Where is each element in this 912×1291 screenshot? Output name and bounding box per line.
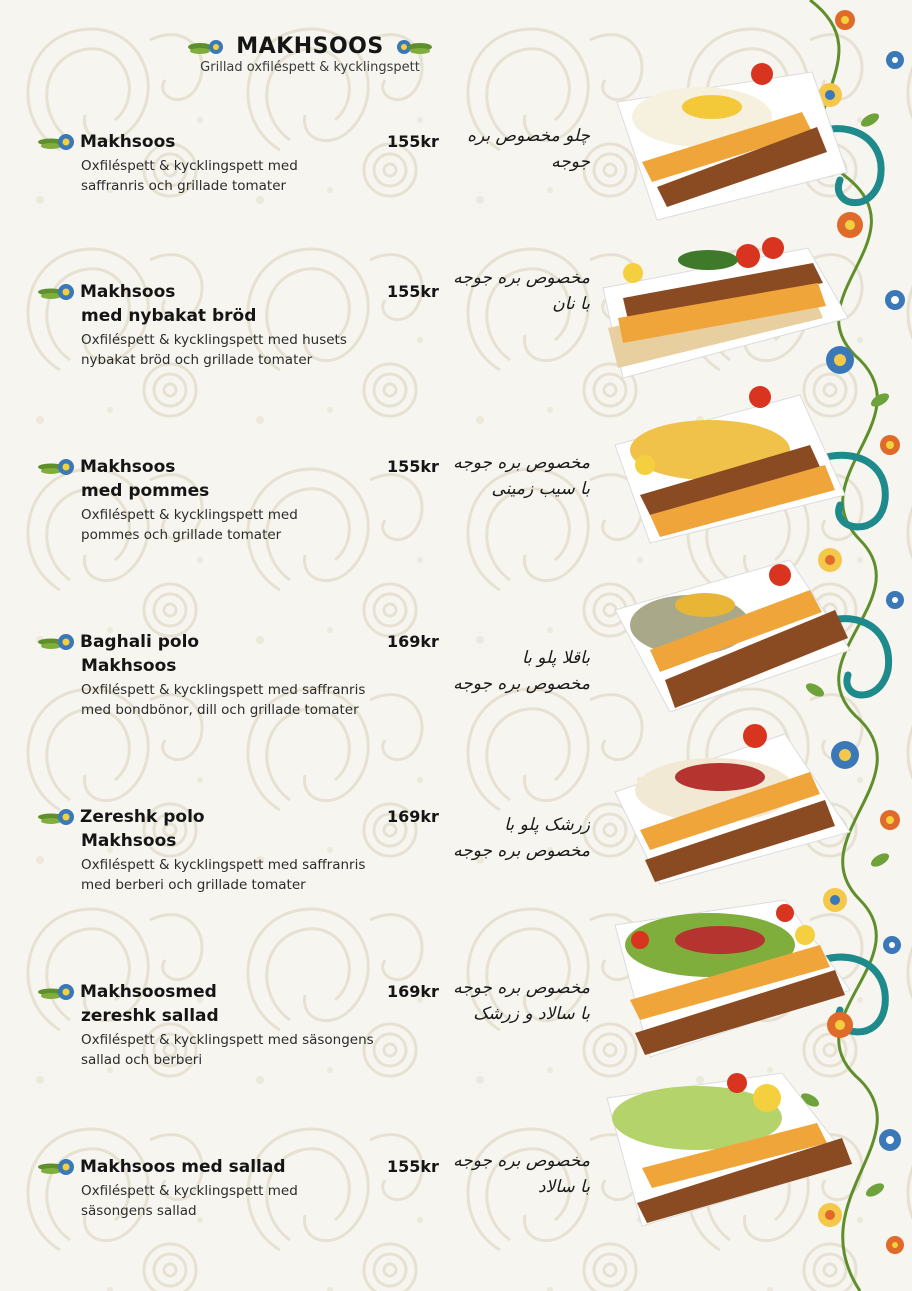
item-name-farsi: مخصوص بره جوجه با سالاد و زرشک	[453, 978, 590, 1024]
menu-item	[38, 980, 381, 1070]
item-description: Oxfiléspett & kycklingspett med pommes och grillade tomater	[81, 507, 298, 543]
menu-header	[180, 34, 440, 75]
item-name-line2: med pommes	[81, 481, 210, 501]
item-price: 155kr	[387, 457, 439, 476]
page-title: MAKHSOOS	[236, 34, 384, 59]
item-description: Oxfiléspett & kycklingspett med saffranris och grillade tomater	[81, 158, 298, 194]
item-description: Oxfiléspett & kycklingspett med husets nybakat bröd och grillade tomater	[81, 332, 347, 368]
item-name-farsi: مخصوص بره جوجه با سیب زمینی	[453, 453, 590, 499]
leaf-flower-bullet-icon	[38, 630, 78, 654]
item-description: Oxfiléspett & kycklingspett med saffranris med berberi och grillade tomater	[81, 857, 366, 893]
item-name: Baghali polo	[80, 632, 200, 652]
item-name: Makhsoos	[80, 282, 176, 302]
item-name-line2: zereshk sallad	[81, 1006, 219, 1026]
item-name-farsi: مخصوص بره جوجه با نان	[453, 268, 590, 314]
item-description: Oxfiléspett & kycklingspett med säsongens sallad	[81, 1183, 298, 1219]
item-price: 169kr	[387, 632, 439, 651]
leaf-flower-bullet-icon	[38, 130, 78, 154]
leaf-flower-bullet-icon	[38, 280, 78, 304]
leaf-flower-bullet-icon	[38, 1155, 78, 1179]
item-price: 155kr	[387, 132, 439, 151]
item-name-farsi: زرشک پلو با مخصوص بره جوجه	[453, 815, 590, 861]
item-name: Makhsoos	[80, 457, 176, 477]
leaf-flower-bullet-icon	[38, 980, 78, 1004]
item-price: 155kr	[387, 282, 439, 301]
menu-item	[38, 455, 381, 545]
item-price: 169kr	[387, 807, 439, 826]
item-name-line2: med nybakat bröd	[81, 306, 257, 326]
item-description: Oxfiléspett & kycklingspett med saffranris med bondbönor, dill och grillade tomater	[81, 682, 366, 718]
menu-item	[38, 805, 381, 895]
leaf-flower-bullet-icon	[38, 805, 78, 829]
item-name-farsi: مخصوص بره جوجه با سالاد	[453, 1151, 590, 1197]
leaf-flower-bullet-icon	[38, 455, 78, 479]
page-subtitle: Grillad oxfiléspett & kycklingspett	[200, 60, 420, 75]
menu-item	[38, 130, 381, 196]
leaf-flower-bullet-icon	[392, 36, 432, 58]
menu-item	[38, 280, 381, 370]
item-price: 155kr	[387, 1157, 439, 1176]
item-name: Makhsoos med sallad	[80, 1157, 286, 1177]
item-name: Zereshk polo	[80, 807, 205, 827]
menu-item	[38, 630, 381, 720]
dish-photo	[612, 62, 852, 222]
leaf-flower-bullet-icon	[188, 36, 228, 58]
item-name-farsi: چلو مخصوص بره جوجه	[467, 126, 590, 172]
item-name-line2: Makhsoos	[81, 656, 177, 676]
item-name: Makhsoos	[80, 132, 176, 152]
item-description: Oxfiléspett & kycklingspett med säsongens sallad och berberi	[81, 1032, 374, 1068]
item-name-farsi: باقلا پلو با مخصوص بره جوجه	[453, 648, 590, 694]
menu-item	[38, 1155, 381, 1221]
item-name: Makhsoosmed	[80, 982, 217, 1002]
item-name-line2: Makhsoos	[81, 831, 177, 851]
item-price: 169kr	[387, 982, 439, 1001]
